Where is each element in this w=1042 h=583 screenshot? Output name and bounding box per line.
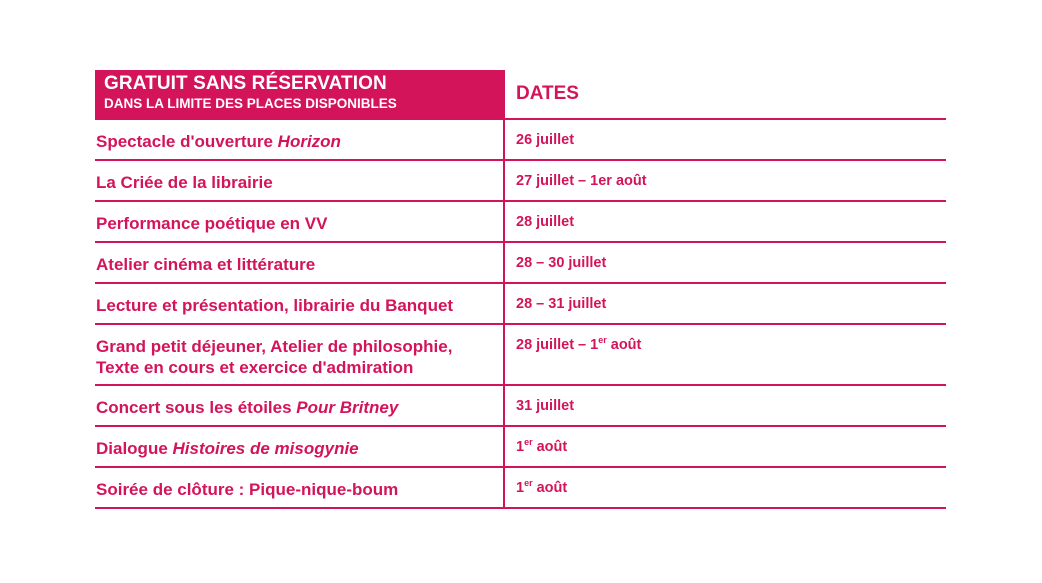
event-cell: [95, 284, 503, 323]
event-cell: [95, 386, 503, 425]
table-row: [95, 243, 946, 284]
table-row: [95, 427, 946, 468]
header-title-block: [95, 70, 503, 118]
event-name: Lecture et présentation, librairie du Banquet: [96, 296, 454, 315]
event-name: Atelier cinéma et littérature: [96, 255, 316, 274]
date-text: 1: [516, 439, 525, 455]
date-cell: [503, 325, 946, 384]
dates-column-header: DATES: [503, 70, 946, 118]
header-subtitle: DANS LA LIMITE DES PLACES DISPONIBLES: [104, 96, 397, 111]
event-name: La Criée de la librairie: [96, 173, 273, 192]
date-month: août: [532, 439, 568, 455]
date-text: 28 juillet – 1: [516, 337, 599, 353]
event-cell: [95, 161, 503, 200]
ordinal-suffix: er: [598, 335, 607, 345]
event-cell: [95, 468, 503, 507]
schedule-table: [95, 70, 946, 509]
date-cell: 26 juillet: [503, 120, 946, 159]
ordinal-suffix: er: [524, 478, 533, 488]
date-cell: 28 – 31 juillet: [503, 284, 946, 323]
event-name-line-2: Texte en cours et exercice d'admiration: [96, 358, 414, 377]
date-month: août: [532, 480, 568, 496]
date-cell: [503, 468, 946, 507]
date-cell: 28 – 30 juillet: [503, 243, 946, 282]
table-row: [95, 325, 946, 386]
event-title-italic: Histoires de misogynie: [172, 439, 359, 458]
date-month: août: [606, 337, 642, 353]
event-name: Dialogue: [96, 439, 173, 458]
date-cell: [503, 427, 946, 466]
event-cell: [95, 120, 503, 159]
header-title: GRATUIT SANS RÉSERVATION: [104, 73, 387, 94]
event-name: Concert sous les étoiles: [96, 398, 297, 417]
table-row: [95, 284, 946, 325]
event-name-line-1: Grand petit déjeuner, Atelier de philosophie,: [96, 337, 453, 356]
table-row: [95, 161, 946, 202]
table-header: [95, 70, 946, 120]
table-row: [95, 386, 946, 427]
ordinal-suffix: er: [524, 437, 533, 447]
event-title-italic: Pour Britney: [296, 398, 399, 417]
table-row: [95, 468, 946, 509]
table-row: [95, 120, 946, 161]
event-cell: [95, 243, 503, 282]
date-cell: 27 juillet – 1er août: [503, 161, 946, 200]
table-row: [95, 202, 946, 243]
event-title-italic: Horizon: [277, 132, 341, 151]
event-cell: [95, 202, 503, 241]
event-name: Performance poétique en VV: [96, 214, 328, 233]
event-name: Spectacle d'ouverture: [96, 132, 278, 151]
event-name: Soirée de clôture : Pique-nique-boum: [96, 480, 399, 499]
date-cell: 31 juillet: [503, 386, 946, 425]
event-cell: [95, 427, 503, 466]
date-cell: 28 juillet: [503, 202, 946, 241]
event-cell: [95, 325, 503, 384]
date-text: 1: [516, 480, 525, 496]
